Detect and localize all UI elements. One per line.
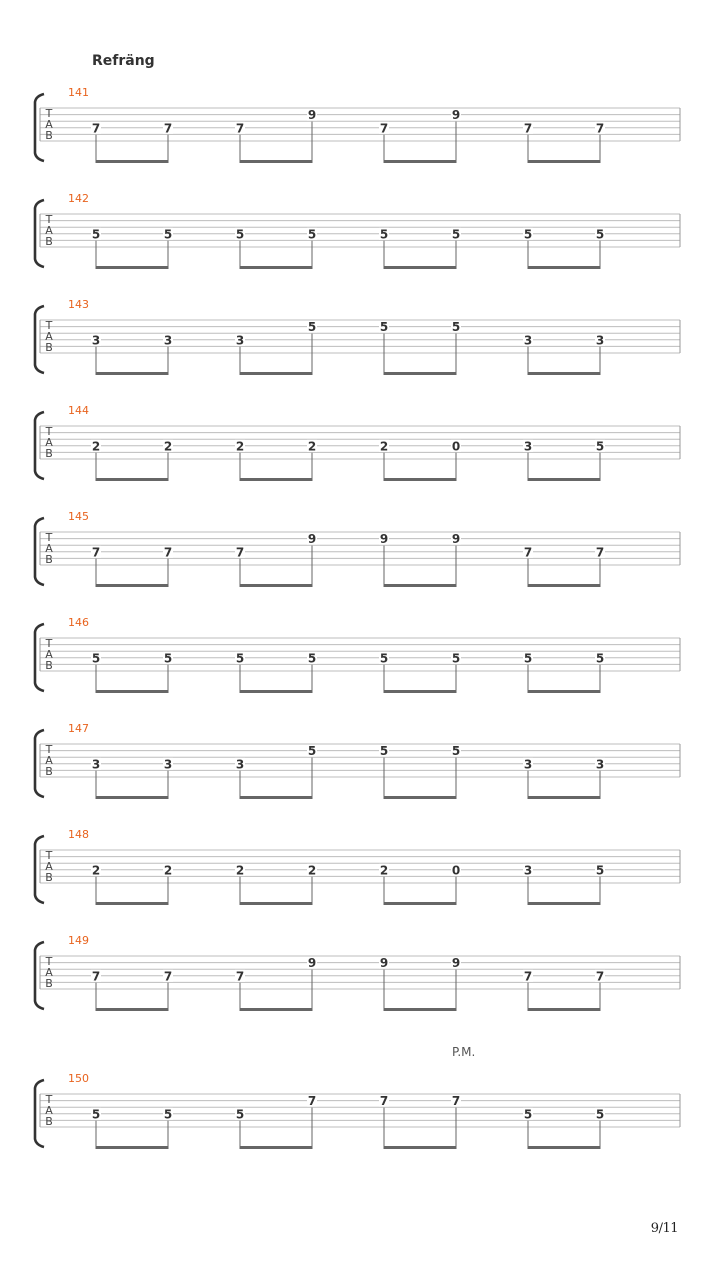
fret-number: 7 xyxy=(307,1094,317,1109)
note-beam xyxy=(528,1008,601,1011)
fret-number: 9 xyxy=(379,956,389,971)
note-beam xyxy=(96,266,169,269)
fret-number: 7 xyxy=(163,969,173,984)
fret-number: 5 xyxy=(307,651,317,666)
measure-number: 149 xyxy=(68,934,89,947)
fret-number: 7 xyxy=(235,545,245,560)
note-beam xyxy=(384,584,457,587)
fret-number: 5 xyxy=(523,227,533,242)
fret-number: 2 xyxy=(379,863,389,878)
section-title: Refräng xyxy=(92,53,155,69)
measure-number: 147 xyxy=(68,722,89,735)
fret-number: 9 xyxy=(451,956,461,971)
fret-number: 2 xyxy=(235,863,245,878)
fret-number: 5 xyxy=(91,227,101,242)
tab-clef-letter: B xyxy=(45,871,53,884)
note-beam xyxy=(384,478,457,481)
note-beam xyxy=(528,902,601,905)
note-beam xyxy=(384,902,457,905)
tab-clef-letter: T xyxy=(45,531,53,544)
tab-clef-letter: T xyxy=(45,319,53,332)
fret-number: 5 xyxy=(379,651,389,666)
note-beam xyxy=(528,796,601,799)
tab-clef-letter: B xyxy=(45,765,53,778)
tab-clef-letter: T xyxy=(45,955,53,968)
fret-number: 2 xyxy=(307,439,317,454)
fret-number: 9 xyxy=(307,108,317,123)
tab-clef-letter: T xyxy=(45,637,53,650)
fret-number: 5 xyxy=(235,651,245,666)
tab-clef-letter: T xyxy=(45,849,53,862)
tab-clef-letter: T xyxy=(45,425,53,438)
fret-number: 0 xyxy=(451,863,461,878)
note-beam xyxy=(240,1008,313,1011)
tab-clef-letter: T xyxy=(45,213,53,226)
note-beam xyxy=(96,478,169,481)
note-beam xyxy=(96,690,169,693)
fret-number: 7 xyxy=(91,121,101,136)
tab-clef-letter: A xyxy=(45,966,53,979)
fret-number: 2 xyxy=(163,863,173,878)
fret-number: 2 xyxy=(379,439,389,454)
note-beam xyxy=(528,1146,601,1149)
fret-number: 3 xyxy=(163,757,173,772)
fret-number: 3 xyxy=(523,439,533,454)
palm-mute-annotation: P.M. xyxy=(452,1045,476,1059)
note-beam xyxy=(528,160,601,163)
note-beam xyxy=(240,478,313,481)
note-beam xyxy=(240,1146,313,1149)
note-beam xyxy=(96,372,169,375)
note-beam xyxy=(384,160,457,163)
fret-number: 7 xyxy=(523,545,533,560)
fret-number: 5 xyxy=(307,227,317,242)
fret-number: 5 xyxy=(163,227,173,242)
fret-number: 2 xyxy=(91,439,101,454)
fret-number: 7 xyxy=(163,121,173,136)
fret-number: 5 xyxy=(235,227,245,242)
note-beam xyxy=(384,372,457,375)
note-beam xyxy=(528,266,601,269)
measure-number: 143 xyxy=(68,298,89,311)
fret-number: 7 xyxy=(595,545,605,560)
fret-number: 5 xyxy=(235,1107,245,1122)
fret-number: 5 xyxy=(595,1107,605,1122)
fret-number: 5 xyxy=(595,439,605,454)
fret-number: 7 xyxy=(235,121,245,136)
measure-number: 144 xyxy=(68,404,89,417)
fret-number: 5 xyxy=(379,227,389,242)
fret-number: 5 xyxy=(307,320,317,335)
fret-number: 7 xyxy=(91,969,101,984)
note-beam xyxy=(240,584,313,587)
measure-number: 146 xyxy=(68,616,89,629)
fret-number: 3 xyxy=(523,863,533,878)
note-beam xyxy=(96,902,169,905)
note-beam xyxy=(528,584,601,587)
tab-clef-letter: B xyxy=(45,235,53,248)
note-beam xyxy=(384,266,457,269)
tab-clef-letter: B xyxy=(45,341,53,354)
fret-number: 5 xyxy=(451,651,461,666)
fret-number: 5 xyxy=(91,1107,101,1122)
fret-number: 7 xyxy=(523,969,533,984)
tab-clef-letter: A xyxy=(45,330,53,343)
fret-number: 3 xyxy=(235,757,245,772)
tab-clef-letter: B xyxy=(45,553,53,566)
fret-number: 9 xyxy=(307,532,317,547)
fret-number: 7 xyxy=(379,1094,389,1109)
note-beam xyxy=(384,1008,457,1011)
note-beam xyxy=(240,266,313,269)
tab-clef-letter: B xyxy=(45,977,53,990)
fret-number: 5 xyxy=(307,744,317,759)
tab-clef-letter: B xyxy=(45,447,53,460)
fret-number: 9 xyxy=(451,108,461,123)
fret-number: 2 xyxy=(307,863,317,878)
note-beam xyxy=(96,1146,169,1149)
tab-clef-letter: T xyxy=(45,107,53,120)
note-beam xyxy=(96,796,169,799)
note-beam xyxy=(528,478,601,481)
fret-number: 5 xyxy=(523,651,533,666)
note-beam xyxy=(528,690,601,693)
fret-number: 5 xyxy=(379,320,389,335)
note-beam xyxy=(240,372,313,375)
fret-number: 5 xyxy=(451,320,461,335)
note-beam xyxy=(96,1008,169,1011)
tab-clef-letter: A xyxy=(45,542,53,555)
tab-clef-letter: A xyxy=(45,436,53,449)
note-beam xyxy=(240,902,313,905)
fret-number: 7 xyxy=(595,121,605,136)
note-beam xyxy=(384,690,457,693)
tab-clef-letter: A xyxy=(45,118,53,131)
fret-number: 5 xyxy=(451,227,461,242)
measure-number: 142 xyxy=(68,192,89,205)
fret-number: 3 xyxy=(523,333,533,348)
fret-number: 7 xyxy=(163,545,173,560)
fret-number: 2 xyxy=(163,439,173,454)
fret-number: 5 xyxy=(163,651,173,666)
fret-number: 7 xyxy=(379,121,389,136)
note-beam xyxy=(528,372,601,375)
tab-clef-letter: A xyxy=(45,1104,53,1117)
tab-clef-letter: A xyxy=(45,648,53,661)
fret-number: 5 xyxy=(595,651,605,666)
fret-number: 9 xyxy=(307,956,317,971)
fret-number: 5 xyxy=(595,863,605,878)
tab-clef-letter: A xyxy=(45,754,53,767)
measure-number: 145 xyxy=(68,510,89,523)
fret-number: 7 xyxy=(451,1094,461,1109)
note-beam xyxy=(240,796,313,799)
fret-number: 5 xyxy=(379,744,389,759)
tab-clef-letter: B xyxy=(45,1115,53,1128)
fret-number: 2 xyxy=(235,439,245,454)
fret-number: 3 xyxy=(163,333,173,348)
fret-number: 3 xyxy=(235,333,245,348)
fret-number: 3 xyxy=(595,333,605,348)
note-beam xyxy=(384,1146,457,1149)
fret-number: 7 xyxy=(523,121,533,136)
fret-number: 3 xyxy=(91,333,101,348)
tab-clef-letter: B xyxy=(45,129,53,142)
tab-clef-letter: A xyxy=(45,860,53,873)
note-beam xyxy=(240,690,313,693)
note-beam xyxy=(240,160,313,163)
note-beam xyxy=(96,160,169,163)
tab-clef-letter: T xyxy=(45,1093,53,1106)
measure-number: 150 xyxy=(68,1072,89,1085)
fret-number: 5 xyxy=(523,1107,533,1122)
fret-number: 9 xyxy=(379,532,389,547)
note-beam xyxy=(384,796,457,799)
tab-clef-letter: T xyxy=(45,743,53,756)
measure-number: 148 xyxy=(68,828,89,841)
fret-number: 0 xyxy=(451,439,461,454)
fret-number: 5 xyxy=(595,227,605,242)
fret-number: 7 xyxy=(595,969,605,984)
fret-number: 3 xyxy=(91,757,101,772)
tab-clef-letter: B xyxy=(45,659,53,672)
note-beam xyxy=(96,584,169,587)
fret-number: 3 xyxy=(523,757,533,772)
fret-number: 5 xyxy=(451,744,461,759)
fret-number: 5 xyxy=(163,1107,173,1122)
fret-number: 3 xyxy=(595,757,605,772)
fret-number: 2 xyxy=(91,863,101,878)
tab-clef-letter: A xyxy=(45,224,53,237)
fret-number: 7 xyxy=(235,969,245,984)
fret-number: 9 xyxy=(451,532,461,547)
fret-number: 5 xyxy=(91,651,101,666)
page-number: 9/11 xyxy=(650,1221,678,1236)
measure-number: 141 xyxy=(68,86,89,99)
fret-number: 7 xyxy=(91,545,101,560)
